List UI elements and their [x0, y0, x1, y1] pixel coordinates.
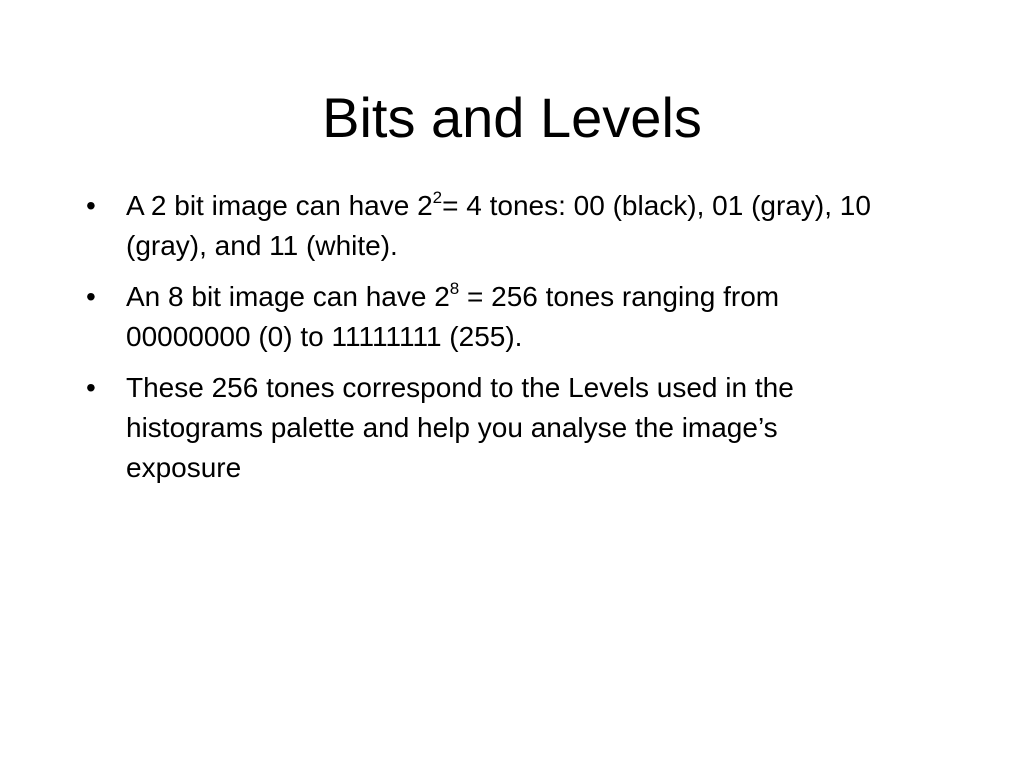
- exponent: 2: [432, 187, 443, 207]
- bullet-item-2bit: [86, 186, 876, 266]
- bullet-icon: •: [86, 372, 96, 403]
- bullet-text-pre: An 8 bit image can have 2: [126, 281, 450, 312]
- bullet-item-8bit: [86, 277, 876, 357]
- bullet-list: [86, 186, 876, 499]
- slide-title: Bits and Levels: [322, 86, 702, 149]
- bullet-text-post: = 256 tones ranging from 00000000 (0) to 11111111 (255).: [126, 281, 780, 352]
- bullet-icon: •: [86, 190, 96, 221]
- bullet-text-pre: A 2 bit image can have 2: [126, 190, 433, 221]
- bullet-icon: •: [86, 281, 96, 312]
- exponent: 8: [449, 278, 460, 298]
- bullet-text: These 256 tones correspond to the Levels used in the histograms palette and help you analyse the image’s exposure: [126, 372, 794, 483]
- bullet-text-post: = 4 tones: 00 (black), 01 (gray), 10 (gray), and 11 (white).: [126, 190, 871, 261]
- bullet-item-levels: [86, 368, 876, 488]
